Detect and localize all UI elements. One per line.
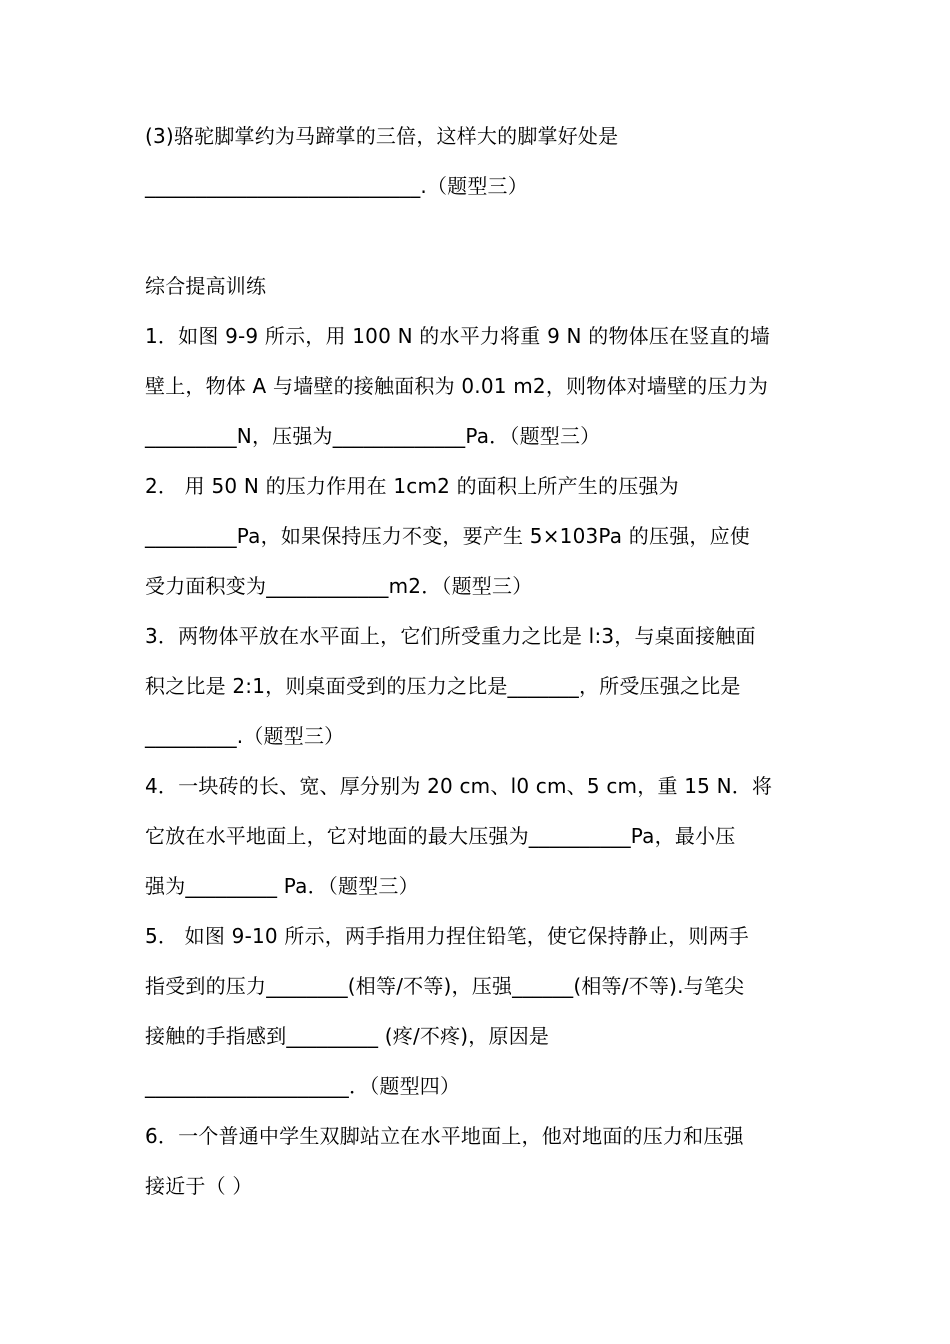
text-line-q2-a: 2． 用 50 N 的压力作用在 1cm2 的面积上所产生的压强为: [145, 474, 679, 498]
text-line-q6-b: 接近于（ ）: [145, 1174, 253, 1198]
text-line-q5-a: 5． 如图 9-10 所示，两手指用力捏住铅笔，使它保持静止，则两手: [145, 924, 749, 948]
text-line-q5-b: 指受到的压力________(相等/不等)，压强______(相等/不等).与笔尖: [145, 974, 745, 998]
text-line-q4-b: 它放在水平地面上，它对地面的最大压强为__________Pa，最小压: [145, 824, 736, 848]
text-line-q3-blank: ___________________________.（题型三）: [145, 174, 528, 198]
text-line-q3-camel: (3)骆驼脚掌约为马蹄掌的三倍，这样大的脚掌好处是: [145, 124, 619, 148]
text-line-q1-b: 壁上，物体 A 与墙壁的接触面积为 0.01 m2，则物体对墙壁的压力为: [145, 374, 769, 398]
text-line-q3-b: 积之比是 2:1，则桌面受到的压力之比是_______，所受压强之比是: [145, 674, 741, 698]
text-line-q4-c: 强为_________ Pa．（题型三）: [145, 874, 419, 898]
text-line-q2-c: 受力面积变为____________m2．（题型三）: [145, 574, 533, 598]
text-line-q6-a: 6．一个普通中学生双脚站立在水平地面上，他对地面的压力和压强: [145, 1124, 744, 1148]
text-line-q3-a: 3．两物体平放在水平面上，它们所受重力之比是 l:3，与桌面接触面: [145, 624, 756, 648]
text-line-q4-a: 4．一块砖的长、宽、厚分别为 20 cm、l0 cm、5 cm，重 15 N．将: [145, 774, 773, 798]
text-line-q1-a: 1．如图 9-9 所示，用 100 N 的水平力将重 9 N 的物体压在竖直的墙: [145, 324, 771, 348]
text-line-q5-d: ____________________．（题型四）: [145, 1074, 461, 1098]
text-line-q3-c: _________.（题型三）: [145, 724, 345, 748]
section-heading: 综合提高训练: [145, 274, 267, 298]
text-line-q1-c: _________N，压强为_____________Pa．（题型三）: [145, 424, 601, 448]
text-line-q2-b: _________Pa，如果保持压力不变，要产生 5×103Pa 的压强，应使: [145, 524, 751, 548]
text-line-q5-c: 接触的手指感到_________ (疼/不疼)，原因是: [145, 1024, 550, 1048]
